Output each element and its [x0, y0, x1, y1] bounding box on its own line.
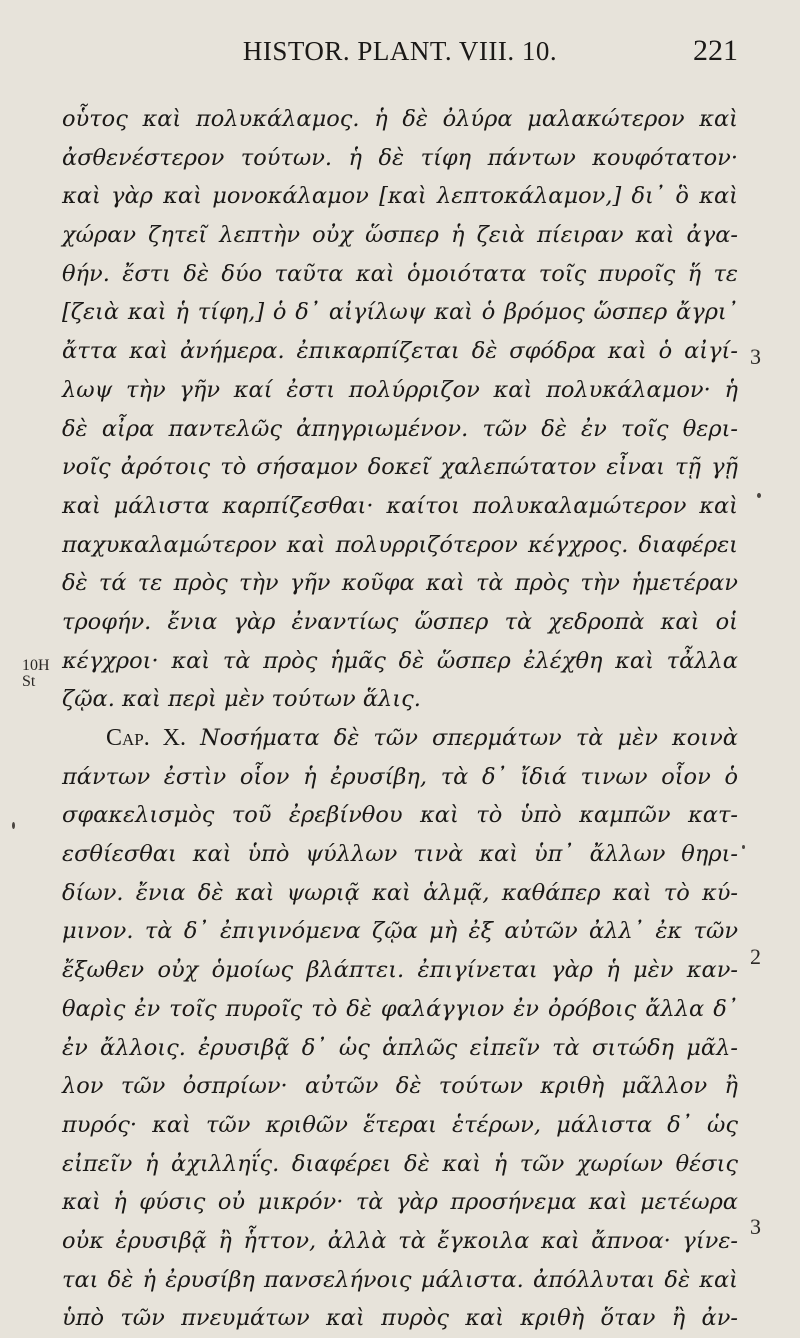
print-speck — [757, 493, 761, 498]
margin-section-label-top: 10H — [22, 657, 50, 674]
text-line: δίων. ἔνια δὲ καὶ ψωριᾷ καὶ ἁλμᾷ, καθάπερ καὶ τὸ κύ- — [62, 879, 738, 906]
chapter-label: Cap. X. — [106, 725, 187, 751]
text-line: ζῷα. καὶ περὶ μὲν τούτων ἅλις. — [62, 686, 421, 713]
text-line: καὶ μάλιστα καρπίζεσθαι· καίτοι πολυκαλαμώτερον καὶ — [62, 492, 738, 519]
running-head: HISTOR. PLANT. VIII. 10. — [242, 36, 558, 66]
text-line: λωψ τὴν γῆν καί ἐστι πολύρριζον καὶ πολυκάλαμον· ἡ — [62, 376, 738, 403]
margin-section-number: 3 — [750, 1214, 761, 1239]
print-speck — [742, 845, 745, 849]
text-line: παχυκαλαμώτερον καὶ πολυρριζότερον κέγχρος. διαφέρει — [62, 531, 738, 558]
margin-section-number: 3 — [750, 344, 761, 369]
text-line: τροφήν. ἔνια γὰρ ἐναντίως ὥσπερ τὰ χεδροπὰ καὶ οἱ — [62, 608, 738, 635]
text-line: εσθίεσθαι καὶ ὑπὸ ψύλλων τινὰ καὶ ὑπ᾿ ἄλλων θηρι- — [62, 841, 738, 868]
text-line: οὗτος καὶ πολυκάλαμος. ἡ δὲ ὀλύρα μαλακώτερον καὶ — [62, 106, 738, 132]
text-line: κέγχροι· καὶ τὰ πρὸς ἡμᾶς δὲ ὥσπερ ἐλέχθη καὶ τἆλλα — [62, 647, 738, 674]
text-line: ται δὲ ἡ ἐρυσίβη πανσελήνοις μάλιστα. ἀπόλλυται δὲ καὶ — [62, 1266, 738, 1293]
text-line: μινον. τὰ δ᾿ ἐπιγινόμενα ζῷα μὴ ἐξ αὐτῶν ἀλλ᾿ ἐκ τῶν — [62, 918, 738, 945]
text-line: ὑπὸ τῶν πνευμάτων καὶ πυρὸς καὶ κριθὴ ὅταν ἢ ἀν- — [62, 1305, 738, 1332]
text-line: λον τῶν ὀσπρίων· αὐτῶν δὲ τούτων κριθὴ μᾶλλον ἢ — [62, 1073, 738, 1100]
margin-section-label-bottom: St — [22, 673, 36, 690]
text-line: δὲ τά τε πρὸς τὴν γῆν κοῦφα καὶ τὰ πρὸς τὴν ἡμετέραν — [62, 570, 738, 597]
text-line: ἔξωθεν οὐχ ὁμοίως βλάπτει. ἐπιγίνεται γὰρ ἡ μὲν καν- — [62, 957, 738, 984]
text-line: [ζειὰ καὶ ἡ τίφη,] ὁ δ᾿ αἰγίλωψ καὶ ὁ βρόμος ὥσπερ ἄγρι᾿ — [62, 299, 738, 326]
text-line: πάντων ἐστὶν οἷον ἡ ἐρυσίβη, τὰ δ᾿ ἴδιά τινων οἷον ὁ — [62, 763, 738, 790]
margin-section-label — [22, 658, 50, 690]
text-line: δὲ αἶρα παντελῶς ἀπηγριωμένον. τῶν δὲ ἐν τοῖς θερι- — [62, 415, 738, 442]
text-line: θήν. ἔστι δὲ δύο ταῦτα καὶ ὁμοιότατα τοῖς πυροῖς ἥ τε — [62, 260, 738, 287]
text-line: πυρός· καὶ τῶν κριθῶν ἕτεραι ἑτέρων, μάλιστα δ᾿ ὡς — [62, 1111, 738, 1138]
main-text — [62, 100, 738, 1338]
chapter-opening-line — [62, 719, 738, 758]
print-speck — [12, 822, 15, 829]
page-header — [62, 32, 738, 72]
text-line: καὶ ἡ φύσις οὐ μικρόν· τὰ γὰρ προσήνεμα καὶ μετέωρα — [62, 1189, 738, 1216]
text-line: οὐκ ἐρυσιβᾷ ἢ ἧττον, ἀλλὰ τὰ ἔγκοιλα καὶ ἄπνοα· γίνε- — [62, 1227, 738, 1254]
text-line: σφακελισμὸς τοῦ ἐρεβίνθου καὶ τὸ ὑπὸ καμπῶν κατ- — [62, 802, 738, 829]
text-line: ἄττα καὶ ἀνήμερα. ἐπικαρπίζεται δὲ σφόδρα καὶ ὁ αἰγί- — [62, 338, 738, 365]
margin-section-number: 2 — [750, 944, 761, 969]
text-line: νοῖς ἀρότοις τὸ σήσαμον δοκεῖ χαλεπώτατον εἶναι τῇ γῇ — [62, 454, 738, 481]
text-line: ἀσθενέστερον τούτων. ἡ δὲ τίφη πάντων κουφότατον· — [62, 144, 738, 171]
text-line: ἐν ἄλλοις. ἐρυσιβᾷ δ᾿ ὡς ἁπλῶς εἰπεῖν τὰ σιτώδη μᾶλ- — [62, 1034, 738, 1061]
text-line: καὶ γὰρ καὶ μονοκάλαμον [καὶ λεπτοκάλαμον,] δι᾿ ὃ καὶ — [62, 183, 738, 210]
text-line: εἰπεῖν ἡ ἀχιλληΐς. διαφέρει δὲ καὶ ἡ τῶν χωρίων θέσις — [62, 1150, 738, 1177]
text-line: θαρὶς ἐν τοῖς πυροῖς τὸ δὲ φαλάγγιον ἐν ὀρόβοις ἄλλα δ᾿ — [62, 995, 738, 1022]
page-number: 221 — [693, 34, 738, 67]
chapter-first-text: Νοσήματα δὲ τῶν σπερμάτων τὰ μὲν κοινὰ — [200, 725, 738, 751]
text-line: χώραν ζητεῖ λεπτὴν οὐχ ὥσπερ ἡ ζειὰ πίειραν καὶ ἀγα- — [62, 222, 738, 249]
